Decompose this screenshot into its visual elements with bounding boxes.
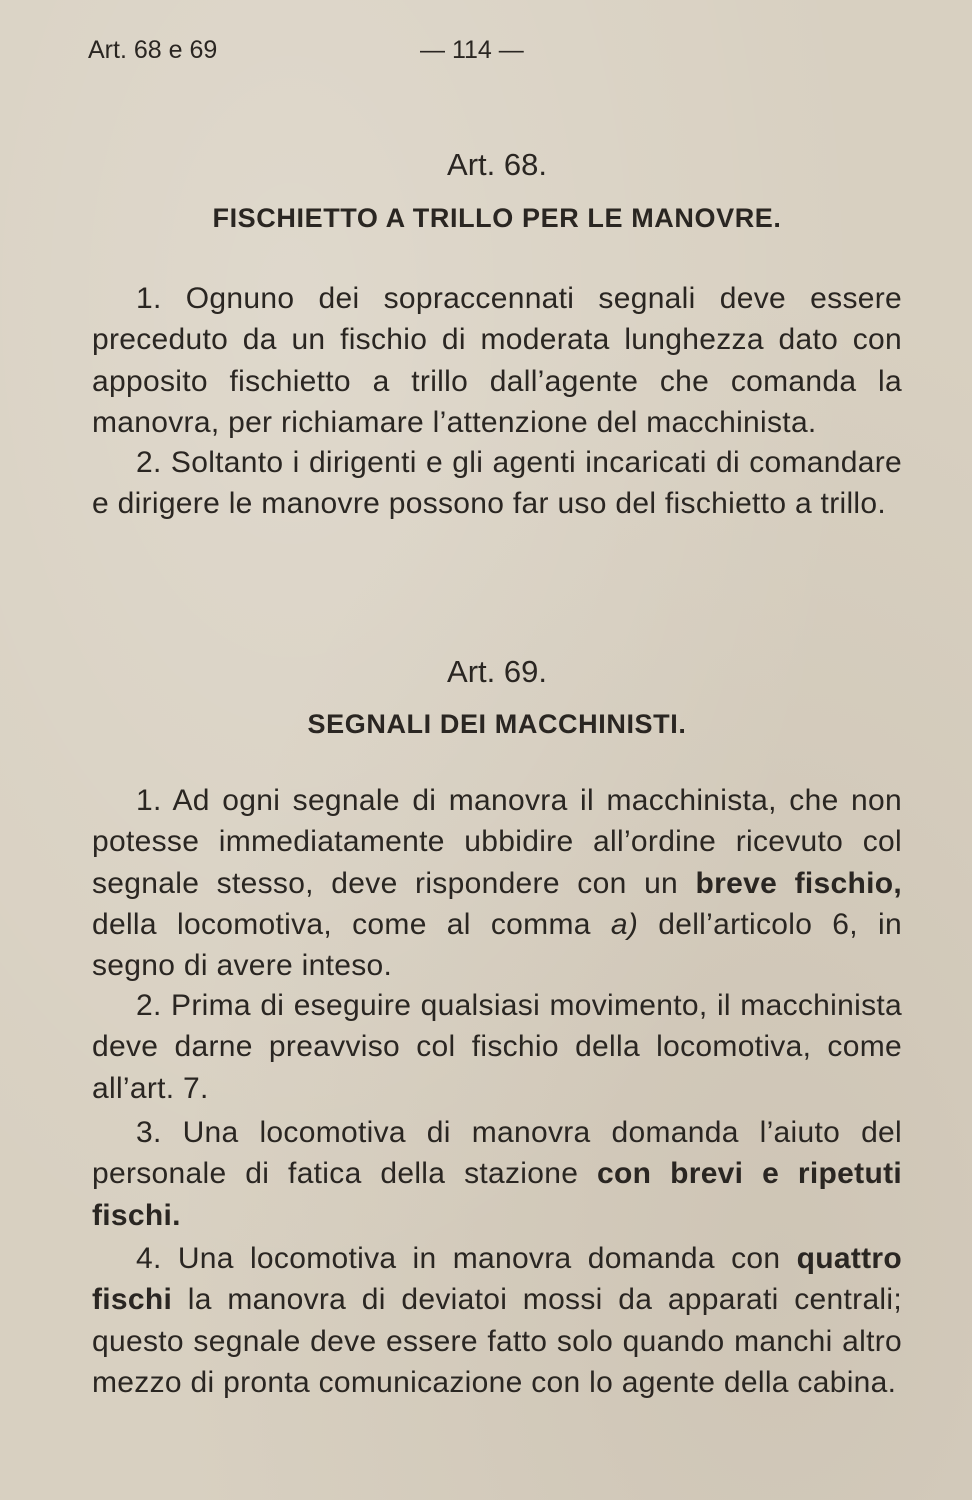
paragraph-number: 2. [136,446,162,479]
article-69-paragraph-3 [92,1112,902,1236]
paragraph-text: Prima di eseguire qualsiasi movimento, il macchinista deve darne preavviso col fischio della locomotiva, come all’art. 7. [92,989,902,1105]
paragraph-text: Ad ogni segnale di manovra il macchinista, che non potesse immediatamente ubbidire all’ordine ricevuto col segnale stesso, deve rispondere con un [92,784,902,900]
article-69-paragraph-1 [92,780,902,986]
paragraph-number: 1. [136,784,162,817]
paragraph-text: Una locomotiva di manovra domanda l’aiuto del personale di fatica della stazione [92,1116,902,1191]
emphasis-bold: con brevi e ripetuti fischi. [92,1157,902,1232]
emphasis-italic: a) [610,907,639,941]
article-68-heading: FISCHIETTO A TRILLO PER LE MANOVRE. [212,203,782,233]
emphasis-bold: breve fischio, [695,866,902,900]
paragraph-text: Una locomotiva in manovra domanda con [161,1242,797,1275]
paragraph-text: della locomotiva, come al comma [92,907,611,941]
running-head-articles: Art. 68 e 69 [88,36,218,64]
article-68-paragraph-1 [92,278,902,443]
article-69-heading: SEGNALI DEI MACCHINISTI. [307,709,687,739]
article-68-title: Art. 68. [447,147,547,182]
article-69-paragraph-2 [92,985,902,1109]
paragraph-number: 4. [136,1242,162,1275]
paragraph-text: Soltanto i dirigenti e gli agenti incaricati di comandare e dirigere le manovre possono far uso del fischietto a trillo. [92,446,902,521]
paragraph-number: 2. [136,989,162,1022]
paragraph-number: 1. [136,282,162,315]
page-number: — 114 — [420,36,524,64]
running-head [88,32,892,68]
paragraph-number: 3. [136,1116,162,1149]
emphasis-bold: quattro fischi [92,1242,902,1317]
article-68-paragraph-2 [92,442,902,525]
paragraph-text: Ognuno dei sopraccennati segnali deve essere preceduto da un fischio di moderata lunghezza dato con apposito fischietto a trillo dall’agente che comanda la manovra, per richiamare l’attenzione del macchinista. [92,282,902,439]
article-69-title: Art. 69. [447,654,547,689]
paragraph-text: dell’articolo 6, in segno di avere inteso. [92,907,902,983]
paragraph-text: la manovra di deviatoi mossi da apparati centrali; questo segnale deve essere fatto solo quando manchi altro mezzo di pronta comunicazione con lo agente della cabina. [92,1283,902,1399]
article-69-paragraph-4 [92,1238,902,1403]
